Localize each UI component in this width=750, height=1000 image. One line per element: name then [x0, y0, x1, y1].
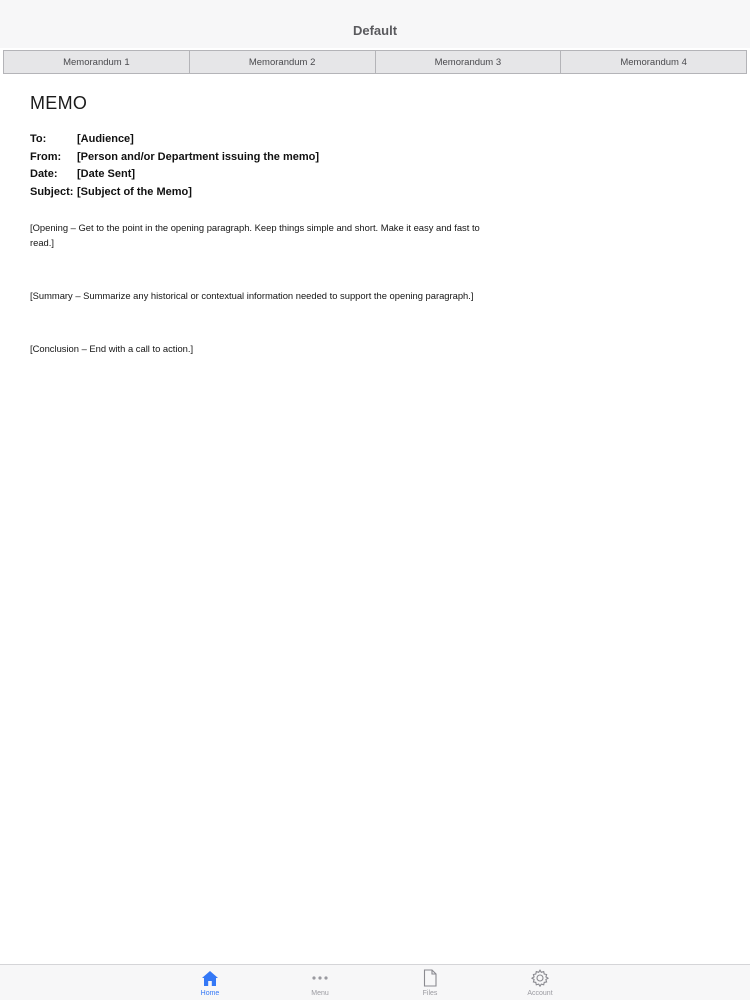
from-label: From:	[30, 150, 62, 163]
nav-title: Default	[352, 23, 398, 38]
conclusion-paragraph: [Conclusion – End with a call to action.]	[30, 343, 194, 354]
bottom-tab-account-label: Account	[527, 990, 553, 997]
navigation-bar	[0, 0, 750, 48]
subject-value: [Subject of the Memo]	[77, 185, 192, 198]
tab-memorandum-4[interactable]: Memorandum 4	[620, 56, 687, 68]
bottom-tab-files-label: Files	[422, 990, 438, 997]
memorandum-tab-strip	[3, 50, 747, 74]
bottom-tab-bar	[0, 964, 750, 1000]
from-value: [Person and/or Department issuing the memo]	[77, 150, 320, 163]
date-value: [Date Sent]	[77, 168, 136, 180]
bottom-tab-menu-label: Menu	[311, 990, 329, 997]
bottom-tab-home[interactable]	[180, 968, 240, 1000]
more-dots-icon	[310, 968, 330, 988]
memo-header	[30, 131, 510, 201]
memo-header-row-from	[30, 149, 510, 167]
bottom-tab-home-label: Home	[200, 990, 220, 997]
to-label: To:	[30, 133, 47, 145]
memo-header-row-to	[30, 131, 510, 149]
summary-paragraph: [Summary – Summarize any historical or contextual information needed to support the opening paragraph.]	[30, 290, 474, 301]
memo-header-row-date	[30, 166, 510, 184]
to-value: [Audience]	[77, 133, 134, 145]
tab-memorandum-2[interactable]: Memorandum 2	[190, 51, 376, 73]
gear-icon	[530, 968, 550, 988]
file-icon	[420, 968, 440, 988]
tab-memorandum-1[interactable]: Memorandum 1	[4, 51, 190, 73]
bottom-tab-account[interactable]	[510, 968, 570, 1000]
opening-paragraph: [Opening – Get to the point in the opening paragraph. Keep things simple and short. Make it easy and fast to read.]	[30, 222, 480, 248]
subject-label: Subject:	[30, 185, 74, 198]
date-label: Date:	[30, 168, 58, 180]
bottom-tab-files[interactable]	[400, 968, 460, 1000]
memo-title: MEMO	[30, 93, 88, 113]
memo-header-row-subject	[30, 184, 510, 202]
home-icon	[200, 968, 220, 988]
bottom-tab-menu[interactable]	[290, 968, 350, 1000]
memo-document	[30, 92, 510, 354]
tab-memorandum-3[interactable]: Memorandum 3	[376, 51, 562, 73]
